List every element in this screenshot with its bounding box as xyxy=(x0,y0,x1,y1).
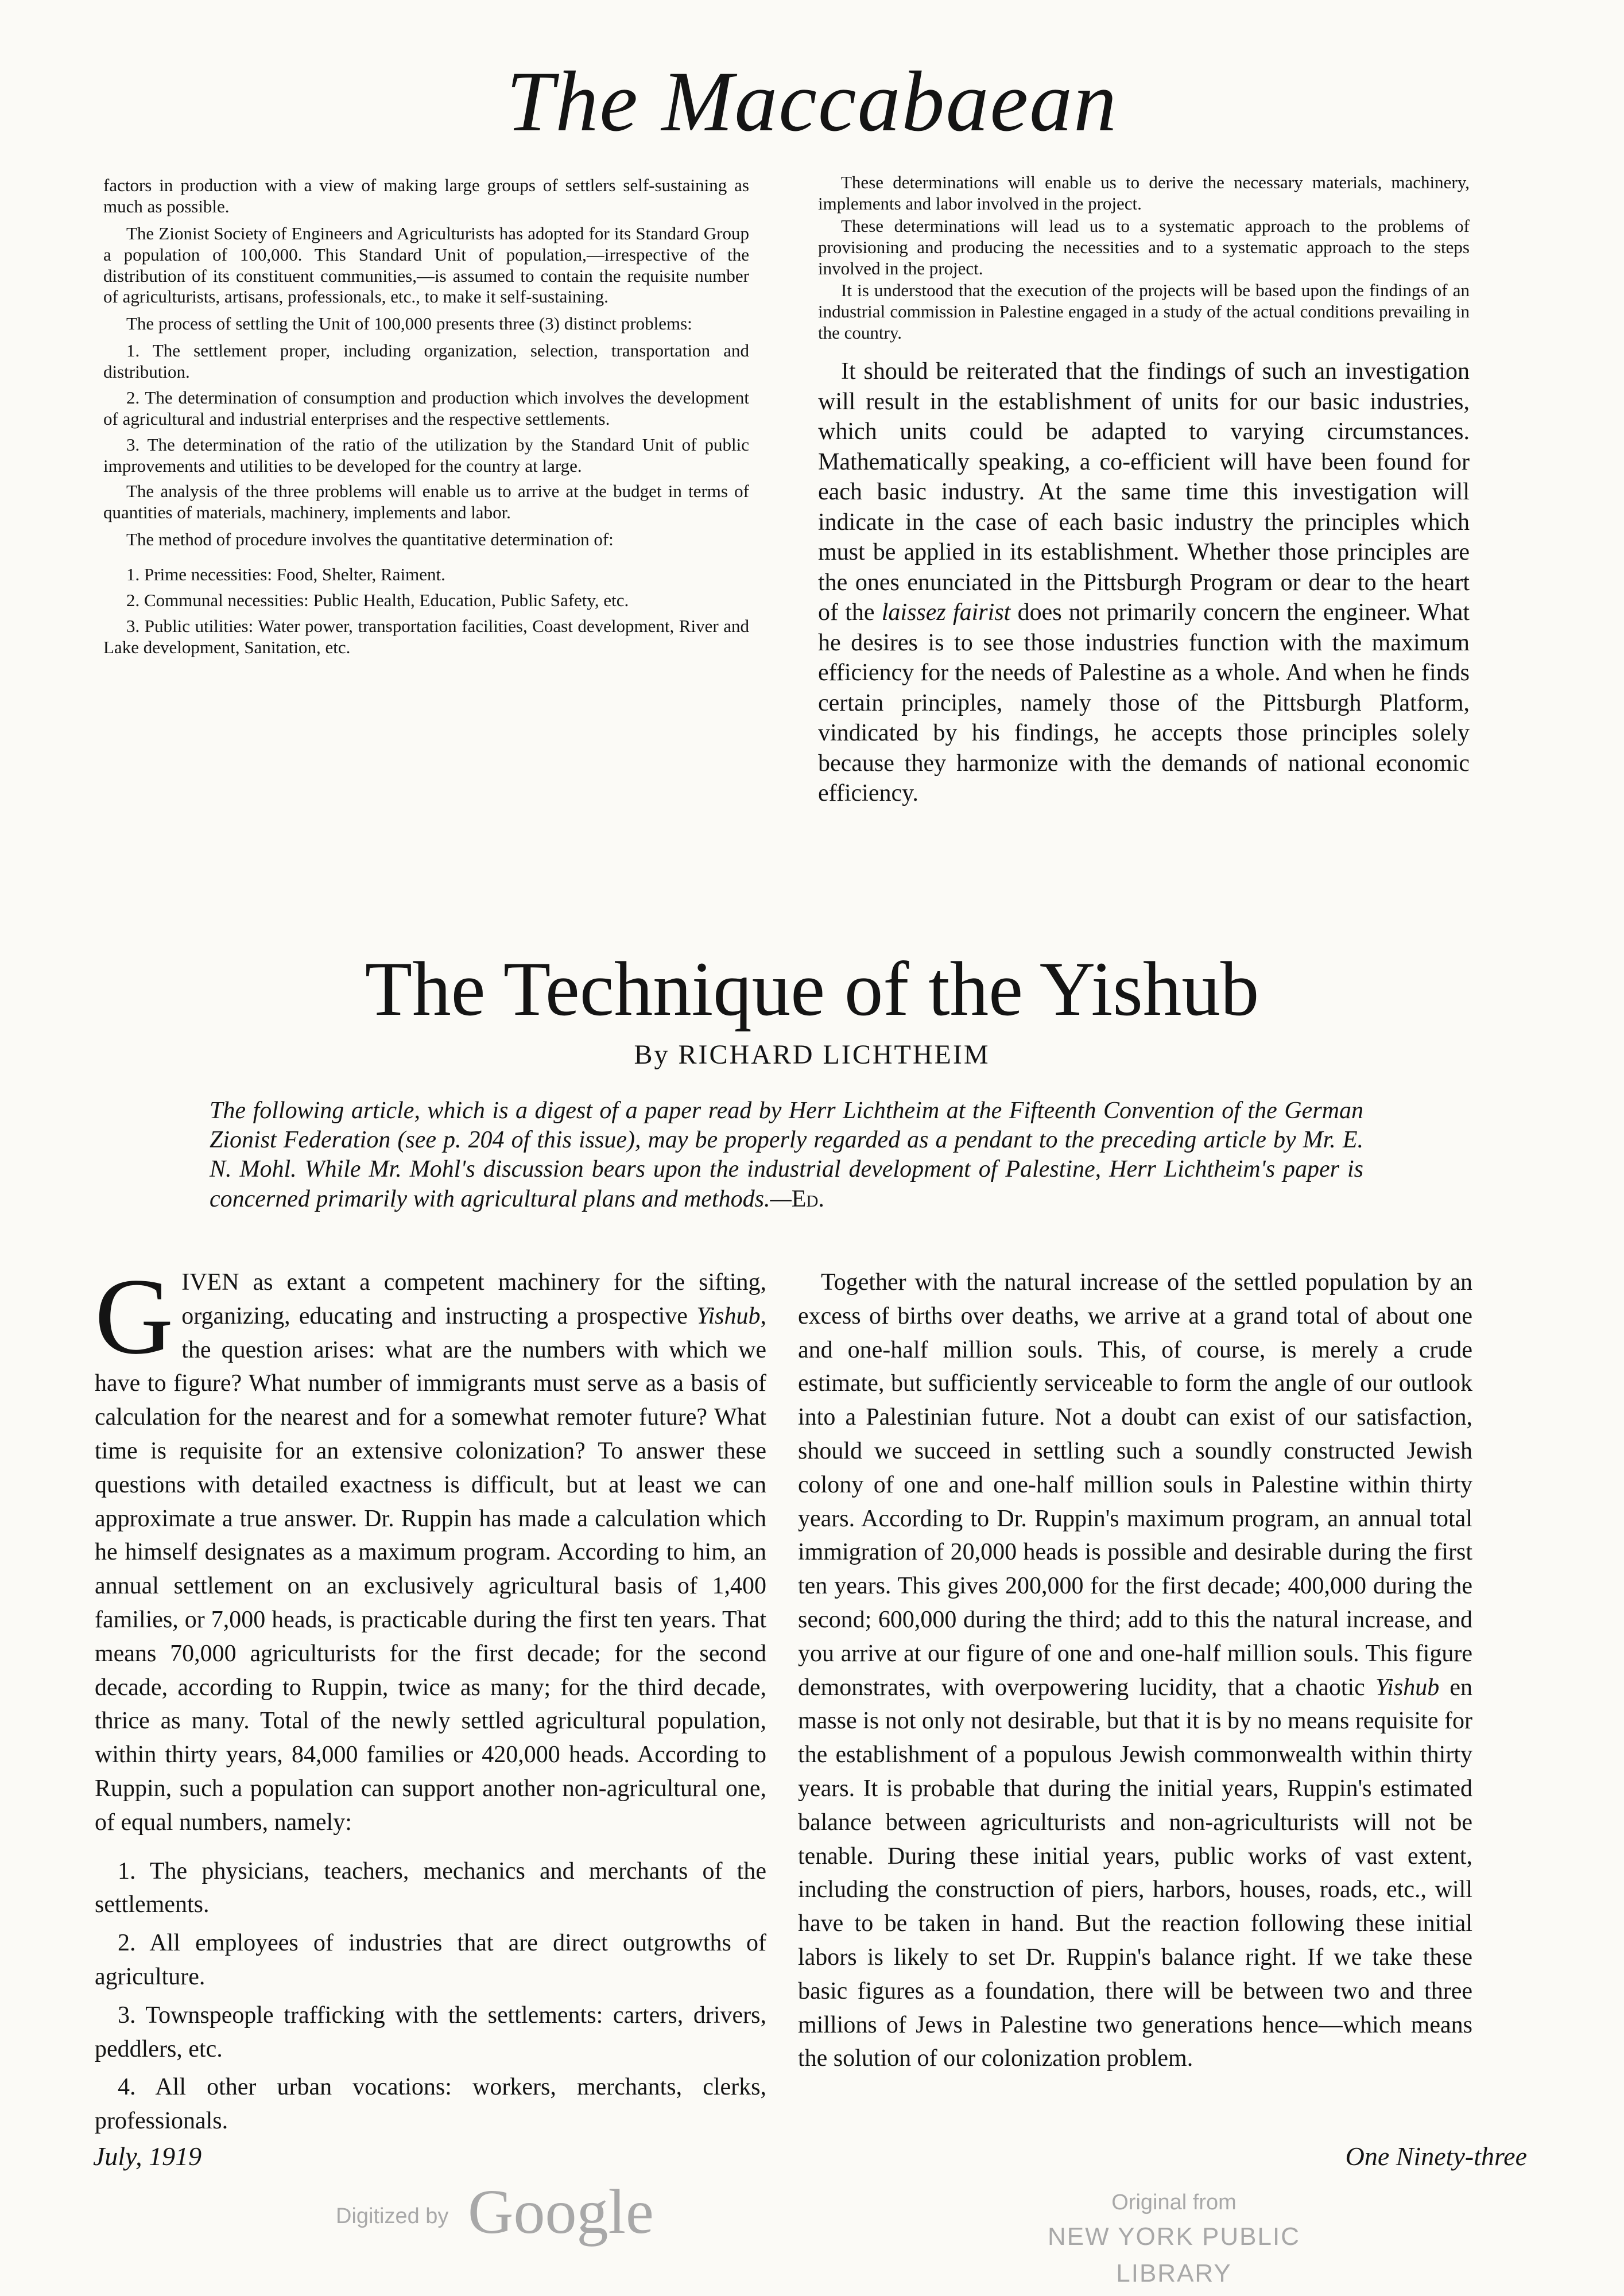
list-item: 1. Prime necessities: Food, Shelter, Raiment. xyxy=(126,564,445,584)
original-from-label: Original from xyxy=(1111,2190,1237,2214)
text: , the question arises: what are the numbers with which we have to figure? What number of immigrants must serve as a basis of calculation for the nearest and for a somewhat remoter future? What time is requisite for an extensive colonization? To answer these questions with detailed exactness is difficult, but at least we can approximate a true answer. Dr. Ruppin has made a calculation which he himself designates as a maximum program. According to him, an annual settlement on an exclusively agricultural basis of 1,400 families, or 7,000 heads, is practicable during the first ten years. That means 70,000 agriculturists for the first decade; for the second decade, according to Ruppin, twice as many; for the third decade, thrice as many. Total of the newly settled agricultural population, within thirty years, 84,000 families or 420,000 heads. According to Ruppin, such a population can support another non-agricultural one, of equal numbers, namely: xyxy=(95,1302,766,1836)
drop-cap: G xyxy=(95,1256,174,1377)
paragraph: These determinations will enable us to derive the necessary materials, machinery, implements and labor involved in the project. xyxy=(818,172,1470,214)
italic-term: Yishub xyxy=(696,1302,761,1329)
determinations-block xyxy=(818,172,1470,344)
editor-signature: Ed. xyxy=(791,1185,824,1212)
library-credit xyxy=(987,2187,1361,2292)
paragraph: The Zionist Society of Engineers and Agriculturists has adopted for its Standard Group a population of 100,000. This Standard Unit of population,—irrespective of the distribution of its constituent communities,—is assumed to contain the requisite number of agriculturists, artisans, professionals, etc., to make it self-sustaining. xyxy=(103,223,749,307)
necessities-list xyxy=(103,564,749,658)
text: IVEN as extant a competent machinery for the sifting, organizing, educating and instructing a prospective xyxy=(181,1269,766,1329)
list-item: 2. The determination of consumption and production which involves the development of agricultural and industrial enterprises and the respective settlements. xyxy=(103,387,749,429)
italic-term: Yishub xyxy=(1375,1674,1440,1701)
list-item: 1. The physicians, teachers, mechanics and merchants of the settlements. xyxy=(95,1857,766,1918)
top-right-column xyxy=(818,172,1470,809)
google-logo: Google xyxy=(468,2177,654,2247)
paragraph: The method of procedure involves the quantitative determination of: xyxy=(126,529,614,550)
paragraph xyxy=(798,1266,1472,2076)
masthead-title: The Maccabaean xyxy=(506,54,1118,149)
list-item: 3. Public utilities: Water power, transportation facilities, Coast development, River and Lake development, Sanitation, etc. xyxy=(103,615,749,657)
conclusion-italic: laissez fairist xyxy=(881,599,1011,626)
paragraph: factors in production with a view of making large groups of settlers self-sustaining as much as possible. xyxy=(103,175,749,216)
digitized-by-label: Digitized by xyxy=(336,2204,449,2228)
list-item: 2. Communal necessities: Public Health, Education, Public Safety, etc. xyxy=(126,589,629,610)
article-right-column xyxy=(798,1266,1472,2084)
editor-note xyxy=(210,1096,1363,1214)
article-left-column xyxy=(95,1256,766,2143)
editor-note-text: The following article, which is a digest of a paper read by Herr Lichtheim at the Fifteenth Convention of the German Zionist Federation (see p. 204 of this issue), may be properly regarded as a pendant to the preceding article by Mr. E. N. Mohl. While Mr. Mohl's discussion bears upon the industrial development of Palestine, Herr Lichtheim's paper is concerned primarily with agricultural plans and methods.— xyxy=(210,1097,1363,1212)
list-item: 4. All other urban vocations: workers, merchants, clerks, professionals. xyxy=(95,2074,766,2135)
list-item: 3. Townspeople trafficking with the settlements: carters, drivers, peddlers, etc. xyxy=(95,2002,766,2062)
article-title: The Technique of the Yishub xyxy=(365,947,1259,1032)
article-byline: By RICHARD LICHTHEIM xyxy=(634,1040,990,1070)
list-item: 1. The settlement proper, including organization, selection, transportation and distribution. xyxy=(103,340,749,382)
top-left-column xyxy=(103,175,749,663)
paragraph: The process of settling the Unit of 100,000 presents three (3) distinct problems: xyxy=(126,313,692,334)
text: en masse is not only not desirable, but that it is by no means requisite for the establishment of a populous Jewish commonwealth within thirty years. It is probable that during the initial years, Ruppin's estimated balance between agriculturists and non-agriculturists will not be tenable. During these initial years, public works of vast extent, including the construction of piers, harbors, houses, roads, etc., will have to be taken in hand. But the reaction following these initial labors is likely to set Dr. Ruppin's balance right. If we take these basic figures as a foundation, there will be between two and three millions of Jews in Palestine two generations hence—which means the solution of our colonization problem. xyxy=(798,1674,1472,2072)
paragraph: The analysis of the three problems will enable us to arrive at the budget in terms of quantities of materials, machinery, implements and labor. xyxy=(103,481,749,523)
paragraph xyxy=(95,1256,766,1840)
paragraph: These determinations will lead us to a systematic approach to the problems of provisioning and producing the necessities and to a systematic approach to the steps involved in the project. xyxy=(818,215,1470,278)
conclusion-paragraph xyxy=(818,356,1470,809)
paragraph: It is understood that the execution of the projects will be based upon the findings of an industrial commission in Palestine engaged in a study of the actual conditions prevailing in the country. xyxy=(818,280,1470,343)
problems-list xyxy=(103,340,749,476)
issue-date: July, 1919 xyxy=(93,2142,202,2171)
vocations-list xyxy=(95,1855,766,2138)
list-item: 2. All employees of industries that are direct outgrowths of agriculture. xyxy=(95,1930,766,1990)
conclusion-text-1: It should be reiterated that the findings of such an investigation will result in the establishment of units for our basic industries, which units could be adapted to varying circumstances. Mathematically speaking, a co-efficient will have been found for each basic industry. At the same time this investigation will indicate in the case of each basic industry the principles which must be applied in its establishment. Whether those principles are the ones enunciated in the Pittsburgh Program or dear to the heart of the xyxy=(818,358,1470,626)
conclusion-text-2: does not primarily concern the engineer. What he desires is to see those industries function with the maximum efficiency for the needs of Palestine as a whole. And when he finds certain principles, namely those of the Pittsburgh Platform, vindicated by his findings, he accepts those principles solely because they harmonize with the demands of national economic efficiency. xyxy=(818,599,1470,806)
text: Together with the natural increase of the settled population by an excess of births over deaths, we arrive at a grand total of about one and one-half million souls. This, of course, is merely a crude estimate, but sufficiently serviceable to form the angle of our outlook into a Palestinian future. Not a doubt can exist of our satisfaction, should we succeed in settling such a soundly constructed Jewish colony of one and one-half million souls in Palestine within thirty years. According to Dr. Ruppin's maximum program, an annual total immigration of 20,000 heads is possible and desirable during the first ten years. This gives 200,000 for the first decade; 400,000 during the second; 600,000 during the third; add to this the natural increase, and you arrive at our figure of one and one-half million souls. This figure demonstrates, with overpowering lucidity, that a chaotic xyxy=(798,1269,1472,1701)
list-item: 3. The determination of the ratio of the utilization by the Standard Unit of public improvements and utilities to be developed for the country at large. xyxy=(103,434,749,476)
page-number: One Ninety-three xyxy=(1345,2142,1527,2171)
library-name: NEW YORK PUBLIC LIBRARY xyxy=(1048,2223,1300,2287)
